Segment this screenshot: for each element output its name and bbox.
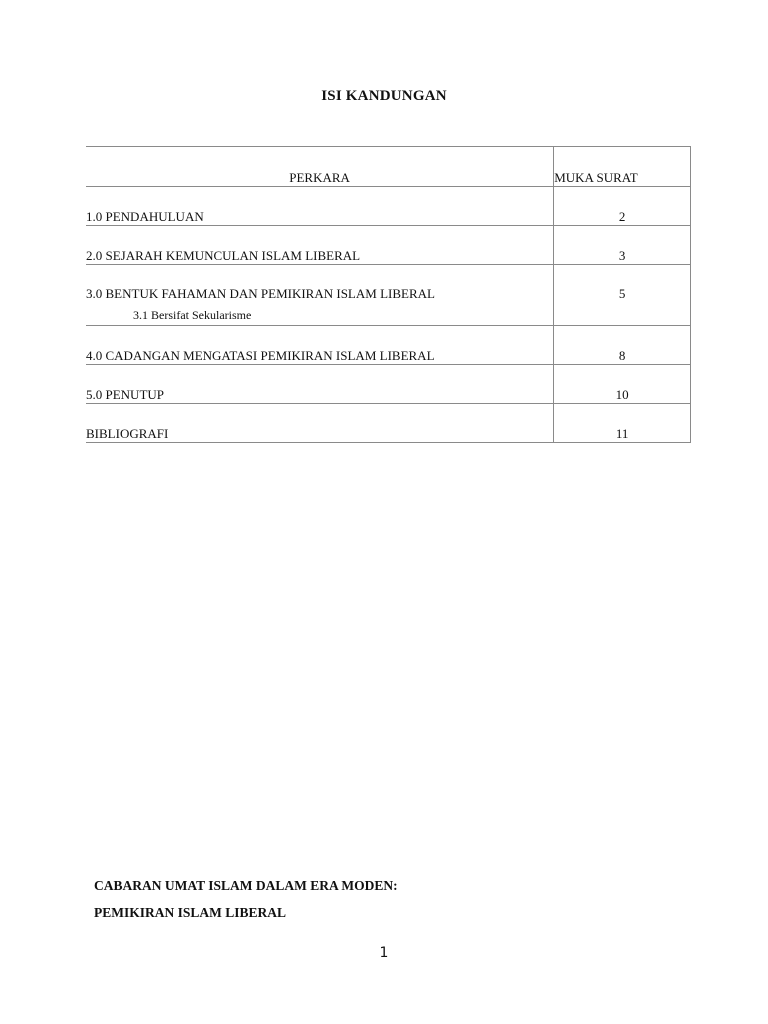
header-page: MUKA SURAT <box>554 147 691 187</box>
table-row <box>86 265 691 326</box>
cover-title-line-2: PEMIKIRAN ISLAM LIBERAL <box>94 905 287 920</box>
row-page: 11 <box>554 404 691 443</box>
table-row <box>86 187 691 226</box>
table-row <box>86 226 691 265</box>
page-title: ISI KANDUNGAN <box>321 88 447 104</box>
row-page: 3 <box>554 226 691 265</box>
table-row <box>86 326 691 365</box>
table-row <box>86 404 691 443</box>
cover-title-line-1: CABARAN UMAT ISLAM DALAM ERA MODEN: <box>94 878 398 893</box>
row-page: 2 <box>554 187 691 226</box>
row-item: 5.0 PENUTUP <box>86 365 554 404</box>
header-item: PERKARA <box>86 147 554 187</box>
page-number: 1 <box>379 945 389 961</box>
table-row <box>86 365 691 404</box>
row-page: 5 <box>618 286 626 301</box>
row-page-cell <box>554 265 691 326</box>
cover-title-block <box>94 872 398 926</box>
row-page: 10 <box>554 365 691 404</box>
row-item: 4.0 CADANGAN MENGATASI PEMIKIRAN ISLAM LIBERAL <box>86 326 554 365</box>
row-item: 1.0 PENDAHULUAN <box>86 187 554 226</box>
table-of-contents <box>86 146 691 443</box>
row-item: BIBLIOGRAFI <box>86 404 554 443</box>
row-page: 8 <box>554 326 691 365</box>
row-item-multi <box>86 265 554 326</box>
table-header-row <box>86 147 691 187</box>
row-subitem: 3.1 Bersifat Sekularisme <box>133 308 252 322</box>
row-item: 2.0 SEJARAH KEMUNCULAN ISLAM LIBERAL <box>86 226 554 265</box>
row-item: 3.0 BENTUK FAHAMAN DAN PEMIKIRAN ISLAM LIBERAL <box>86 286 435 301</box>
